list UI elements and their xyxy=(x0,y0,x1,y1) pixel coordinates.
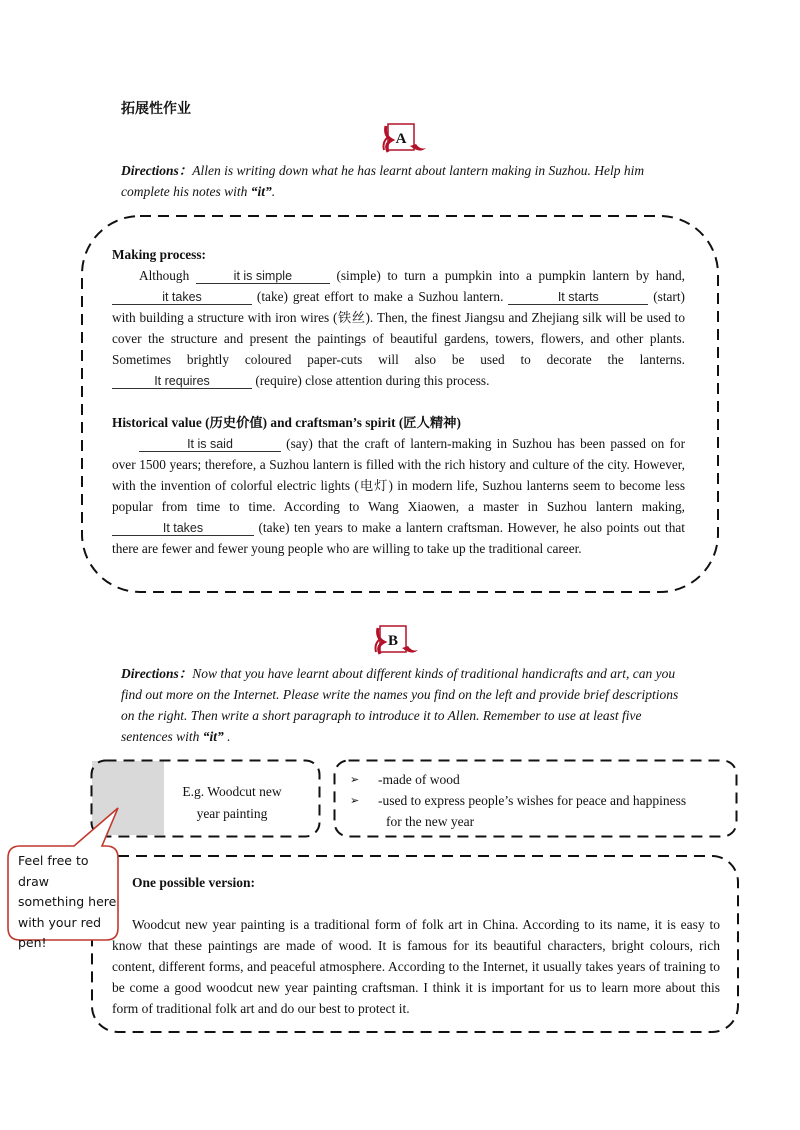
answer-blank-4[interactable]: It requires xyxy=(112,374,252,389)
making-process-heading: Making process: xyxy=(112,247,206,262)
arrow-bullet-icon: ➢ xyxy=(350,794,360,807)
making-process-paragraph: Although it is simple (simple) to turn a pumpkin into a pumpkin lantern by hand, it takes (take) great effort to make a Suzhou lantern. It starts (start) with building a structure with iron wires (铁丝). Then, the finest Jiangsu and Zhejiang silk will be used to cover the structure and present the paintings of beautiful gardens, towers, flowers, and other plants. Sometimes brightly coloured paper-cuts will also be used to decorate the lanterns. It requires (require) close attention during this process. xyxy=(112,268,685,388)
historical-value-heading: Historical value (历史价值) and craftsman’s spirit (匠人精神) xyxy=(112,415,461,430)
list-item: ➢ -made of wood xyxy=(350,769,730,790)
answer-blank-5[interactable]: It is said xyxy=(139,437,281,452)
craft-description-list: ➢ -made of wood ➢ -used to express people’s wishes for peace and happiness for the new year xyxy=(350,769,730,832)
section-a-badge xyxy=(380,120,424,158)
svg-text:A: A xyxy=(395,131,407,147)
answer-heading: One possible version: xyxy=(132,875,256,890)
lantern-badge-icon xyxy=(372,622,420,660)
speech-bubble-text: Feel free to draw something here with your red pen! xyxy=(18,853,117,950)
answer-blank-6[interactable]: It takes xyxy=(112,521,254,536)
historical-value-paragraph: It is said (say) that the craft of lantern-making in Suzhou has been passed on for over 1500 years; therefore, a Suzhou lantern is filled with the rich history and culture of the city. However, with the invention of colorful electric lights (电灯) in modern life, Suzhou lanterns seem to become less popular from time to time. According to Wang Xiaowen, a master in Suzhou lantern making, It takes (take) ten years to make a lantern craftsman. However, he also points out that there are fewer and fewer young people who are willing to take up the traditional career. xyxy=(112,436,685,556)
answer-blank-2[interactable]: it takes xyxy=(112,290,252,305)
answer-blank-1[interactable]: it is simple xyxy=(196,269,330,284)
page-title: 拓展性作业 xyxy=(121,101,191,117)
arrow-bullet-icon: ➢ xyxy=(350,773,360,786)
craft-name-example: E.g. Woodcut new year painting xyxy=(182,784,282,821)
section-b-badge xyxy=(372,622,416,660)
section-a-notes xyxy=(112,244,685,559)
answer-paragraph: Woodcut new year painting is a traditional form of folk art in China. According to its name, it is easy to know that these paintings are made of wood. It is famous for its beautiful characters, bright colours, rich content, different forms, and peaceful atmosphere. According to the Internet, it usually takes years of training to be come a good woodcut new year painting craftsman. I think it is important for us to learn more about this form of traditional folk art and do our best to protect it. xyxy=(112,917,720,1016)
section-a-directions: Directions：Allen is writing down what he has learnt about lantern making in Suzhou. Help him complete his notes with “it”. xyxy=(121,163,645,199)
section-b-directions: Directions：Now that you have learnt about different kinds of traditional handicrafts and art, can you find out more on the Internet. Please write the names you find on the left and provide brief descriptions on the right. Then write a short paragraph to introduce it to Allen. Remember to use at least five sentences with “it” . xyxy=(121,666,679,744)
lantern-badge-icon xyxy=(380,120,428,158)
svg-text:B: B xyxy=(387,633,399,649)
answer-area xyxy=(112,872,720,1019)
answer-blank-3[interactable]: It starts xyxy=(508,290,648,305)
list-item: ➢ -used to express people’s wishes for peace and happiness xyxy=(350,790,730,811)
